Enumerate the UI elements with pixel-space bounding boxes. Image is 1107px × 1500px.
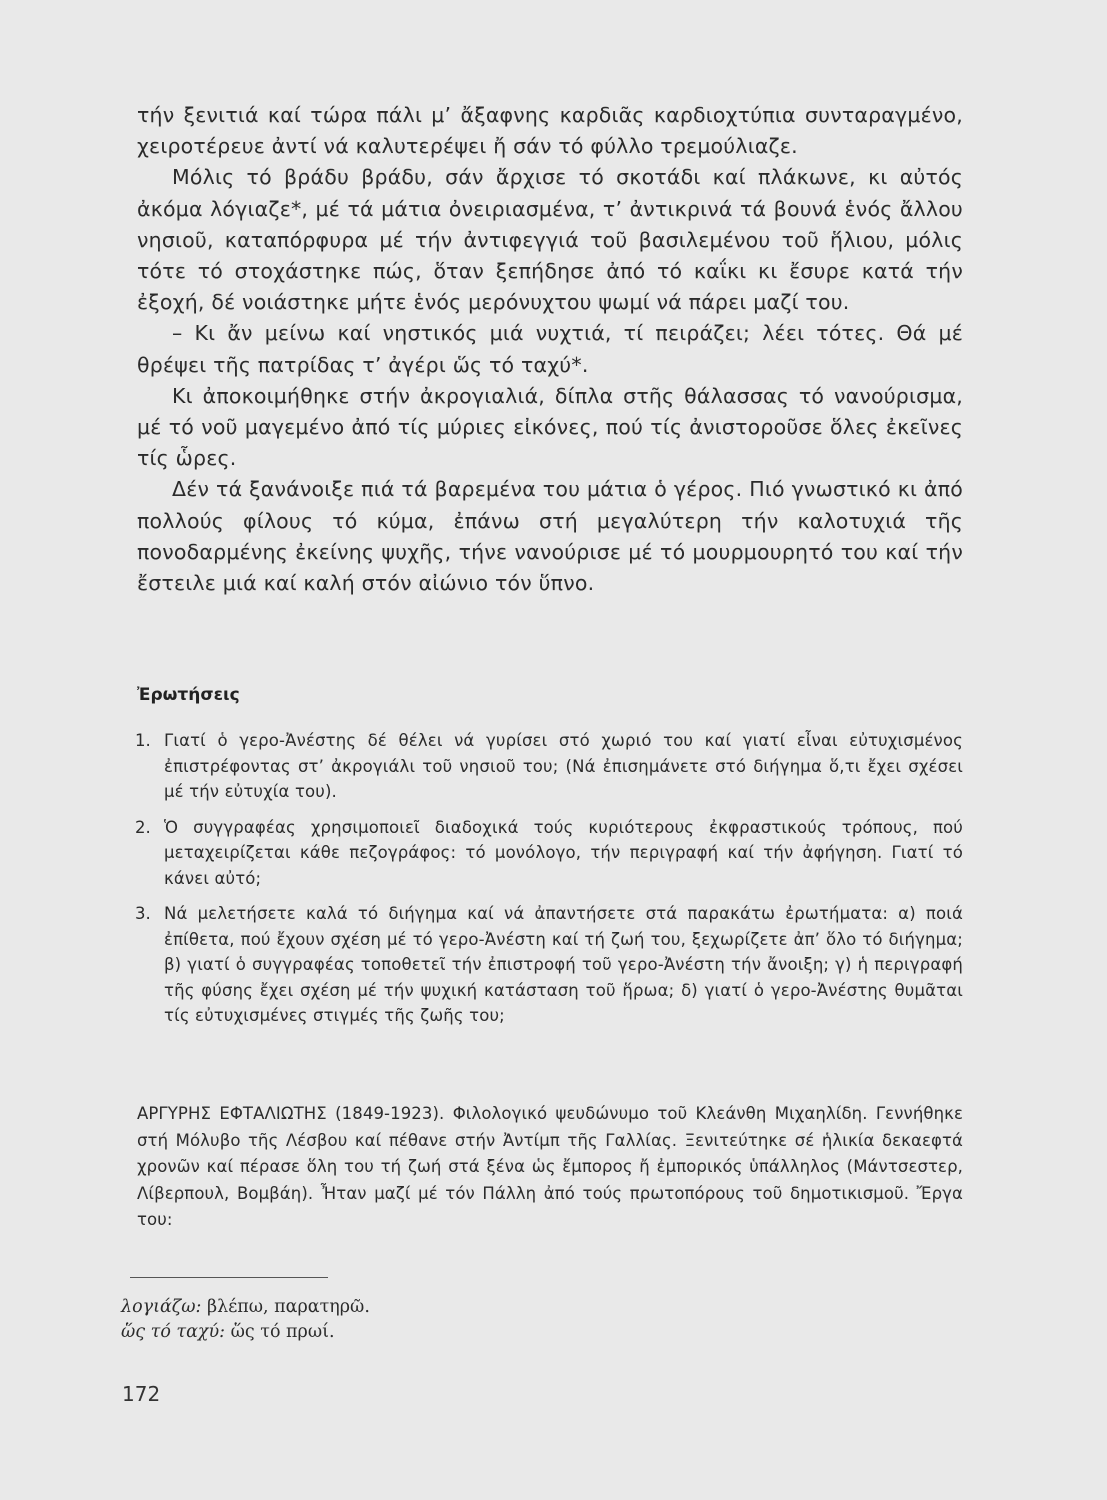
paragraph: Δέν τά ξανάνοιξε πιά τά βαρεμένα του μάτια ὁ γέρος. Πιό γνωστικό κι ἀπό πολλούς φίλους τό κύμα, ἐπάνω στή μεγαλύτερη τήν καλοτυχιά τῆς πονοδαρμένης ἐκείνης ψυχῆς, τήνε νανούρισε μέ τό μουρμουρητό του καί τήν ἔστειλε μιά καί καλή στόν αἰώνιο τόν ὕπνο.: [137, 477, 963, 596]
question-text: Ὁ συγγραφέας χρησιμοποιεῖ διαδοχικά τούς κυριότερους ἐκφραστικούς τρόπους, πού μεταχειρίζεται κάθε πεζογράφος: τό μονόλογο, τήν περιγραφή καί τήν ἀφήγηση. Γιατί τό κάνει αὐτό;: [164, 817, 963, 888]
paragraph: – Κι ἄν μείνω καί νηστικός μιά νυχτιά, τί πειράζει; λέει τότες. Θά μέ θρέψει τῆς πατρίδας τ’ ἀγέρι ὥς τό ταχύ*.: [137, 321, 963, 377]
questions-heading: Ἐρωτήσεις: [137, 685, 240, 705]
question-number: 3.: [135, 904, 151, 923]
footnote-definition: βλέπω, παρατηρῶ.: [207, 1297, 370, 1317]
question-text: Νά μελετήσετε καλά τό διήγημα καί νά ἀπαντήσετε στά παρακάτω ἐρωτήματα: α) ποιά ἐπίθετα, πού ἔχουν σχέση μέ τό γερο-Ἀνέστη καί τή ζωή του, ξεχωρίζετε ἀπ’ ὅλο τό διήγημα; β) γιατί ὁ συγγραφέας τοποθετεῖ τήν ἐπιστροφή τοῦ γερο-Ἀνέστη τήν ἄνοιξη; γ) ἡ περιγραφή τῆς φύσης ἔχει σχέση μέ τήν ψυχική κατάσταση τοῦ ἥρωα; δ) γιατί ὁ γερο-Ἀνέστης θυμᾶται τίς εὐτυχισμένες στιγμές τῆς ζωῆς του;: [164, 904, 963, 1025]
paragraph: Μόλις τό βράδυ βράδυ, σάν ἄρχισε τό σκοτάδι καί πλάκωνε, κι αὐτός ἀκόμα λόγιαζε*, μέ τά μάτια ὀνειριασμένα, τ’ ἀντικρινά τά βουνά ἑνός ἄλλου νησιοῦ, καταπόρφυρα μέ τήν ἀντιφεγγιά τοῦ βασιλεμένου τοῦ ἥλιου, μόλις τότε τό στοχάστηκε πώς, ὅταν ξεπήδησε ἀπό τό καΐκι κι ἔσυρε κατά τήν ἐξοχή, δέ νοιάστηκε μήτε ἑνός μερόνυχτου ψωμί νά πάρει μαζί του.: [137, 165, 963, 315]
paragraph: τήν ξενιτιά καί τώρα πάλι μ’ ἄξαφνης καρδιᾶς καρδιοχτύπια συνταραγμένο, χειροτέρευε ἀντί νά καλυτερέψει ἤ σάν τό φύλλο τρεμούλιαζε.: [137, 103, 963, 159]
author-bio: ΑΡΓΥΡΗΣ ΕΦΤΑΛΙΩΤΗΣ (1849-1923). Φιλολογικό ψευδώνυμο τοῦ Κλεάνθη Μιχαηλίδη. Γεννήθηκε στή Μόλυβο τῆς Λέσβου καί πέθανε στήν Ἀντίμπ τῆς Γαλλίας. Ξενιτεύτηκε σέ ἡλικία δεκαεφτά χρονῶν καί πέρασε ὅλη του τή ζωή στά ξένα ὡς ἔμπορος ἤ ἐμπορικός ὑπάλληλος (Μάντσεστερ, Λίβερπουλ, Βομβάη). Ἦταν μαζί μέ τόν Πάλλη ἀπό τούς πρωτοπόρους τοῦ δημοτικισμοῦ. Ἔργα του:: [137, 1104, 963, 1230]
question-number: 2.: [135, 817, 151, 837]
question-item: [135, 728, 963, 805]
footnotes: [121, 1295, 370, 1345]
page-number: 172: [122, 1382, 161, 1406]
question-number: 1.: [135, 731, 151, 750]
footnote-term: ὥς τό ταχύ:: [121, 1322, 226, 1342]
paragraph: Κι ἀποκοιμήθηκε στήν ἀκρογιαλιά, δίπλα στῆς θάλασσας τό νανούρισμα, μέ τό νοῦ μαγεμένο ἀπό τίς μύριες εἰκόνες, πού τίς ἀνιστοροῦσε ὅλες ἐκεῖνες τίς ὧρες.: [137, 383, 963, 471]
footnote: [121, 1295, 370, 1320]
question-item: [135, 815, 963, 892]
question-item: [135, 901, 963, 1029]
questions-list: [135, 728, 963, 1039]
question-text: Γιατί ὁ γερο-Ἀνέστης δέ θέλει νά γυρίσει στό χωριό του καί γιατί εἶναι εὐτυχισμένος ἐπιστρέφοντας στ’ ἀκρογιάλι τοῦ νησιοῦ του; (Νά ἐπισημάνετε στό διήγημα ὅ,τι ἔχει σχέσει μέ τήν εὐτυχία του).: [164, 731, 963, 801]
footnote-term: λογιάζω:: [121, 1297, 202, 1317]
footnote-definition: ὥς τό πρωί.: [230, 1322, 335, 1342]
footnote: [121, 1320, 370, 1345]
footnote-divider: [130, 1277, 328, 1278]
main-text: [137, 100, 963, 599]
